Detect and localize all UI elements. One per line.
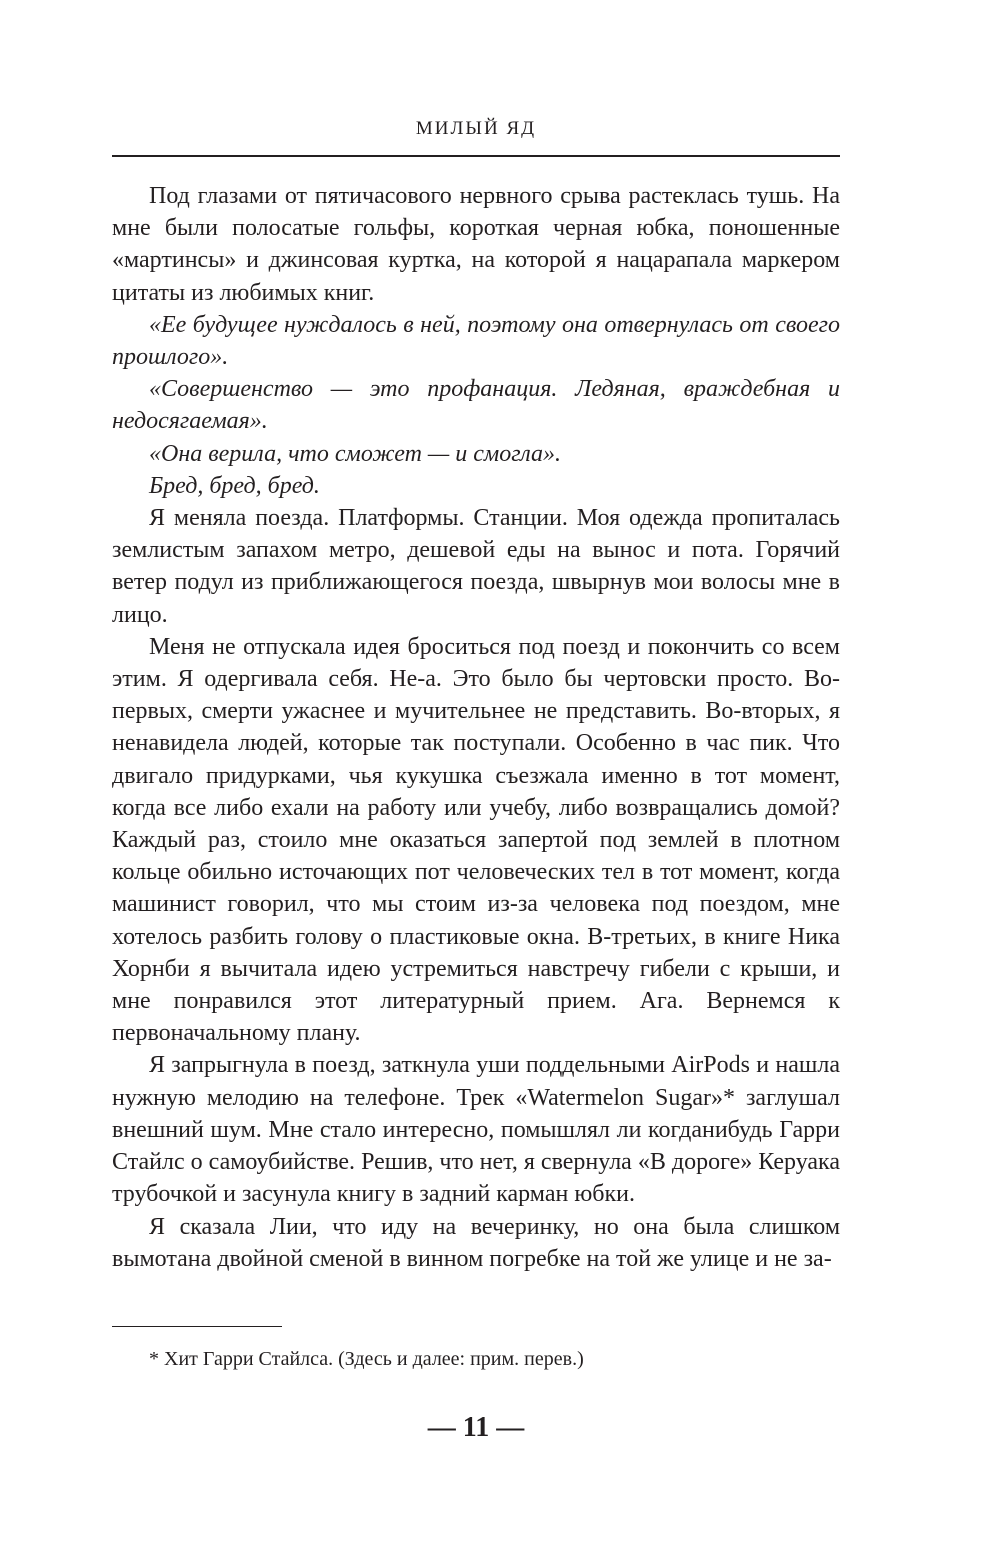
- paragraph: Я сказала Лии, что иду на вечеринку, но она была слишком вымотана двойной сменой в винном погребке на той же улице и не за-: [112, 1213, 840, 1272]
- footnote-divider: [112, 1326, 282, 1327]
- paragraph: Я меняла поезда. Платформы. Станции. Моя одежда пропиталась землистым запахом метро, дешевой еды на вынос и пота. Горячий ветер подул из приближающегося поезда, швырнув мои волосы мне в лицо.: [112, 505, 840, 628]
- quote-paragraph: Бред, бред, бред.: [149, 472, 320, 499]
- paragraph: Под глазами от пятичасового нервного срыва растеклась тушь. На мне были полосатые гольфы, короткая черная юбка, поношенные «мартинсы» и джинсовая куртка, на которой я нацарапала маркером цитаты из любимых книг.: [112, 183, 840, 306]
- paragraph: Меня не отпускала идея броситься под поезд и покончить со всем этим. Я одергивала себя. Не-а. Это было бы чертовски просто. Во-первых, смерти ужаснее и мучительнее не представить. Во-вторых, я ненавидела людей, которые так поступали. Особенно в час пик. Что двигало придурками, чья кукушка съезжала именно в тот момент, когда все либо ехали на работу или учебу, либо возвращались домой? Каждый раз, стоило мне оказаться запертой под землей в плотном кольце обильно источающих пот человеческих тел в тот момент, когда машинист говорил, что мы стоим из-за человека под поездом, мне хотелось разбить голову о пластиковые окна. В-третьих, в книге Ника Хорнби я вычитала идею устремиться навстречу гибели с крыши, и мне понравился этот литературный прием. Ага. Вернемся к первоначальному плану.: [112, 633, 840, 1047]
- quote-paragraph: «Совершенство — это профанация. Ледяная, враждебная и недосягаемая».: [112, 376, 840, 435]
- quote-paragraph: «Она верила, что сможет — и смогла».: [149, 440, 562, 467]
- paragraph: Я запрыгнула в поезд, заткнула уши поддельными AirPods и нашла нужную мелодию на телефоне. Трек «Watermelon Sugar»* заглушал внешний шум. Мне стало интересно, помышлял ли когданибудь Гарри Стайлс о самоубийстве. Решив, что нет, я свернула «В дороге» Керуака трубочкой и засунула книгу в задний карман юбки.: [112, 1052, 840, 1208]
- quote-paragraph: «Ее будущее нуждалось в ней, поэтому она отвернулась от своего прошлого».: [112, 311, 840, 371]
- body-text: [112, 180, 840, 1275]
- header-divider: [112, 155, 840, 157]
- footnote: * Хит Гарри Стайлса. (Здесь и далее: прим. перев.): [149, 1348, 584, 1370]
- page-number: — 11 —: [427, 1412, 525, 1443]
- running-head-title: МИЛЫЙ ЯД: [415, 118, 537, 139]
